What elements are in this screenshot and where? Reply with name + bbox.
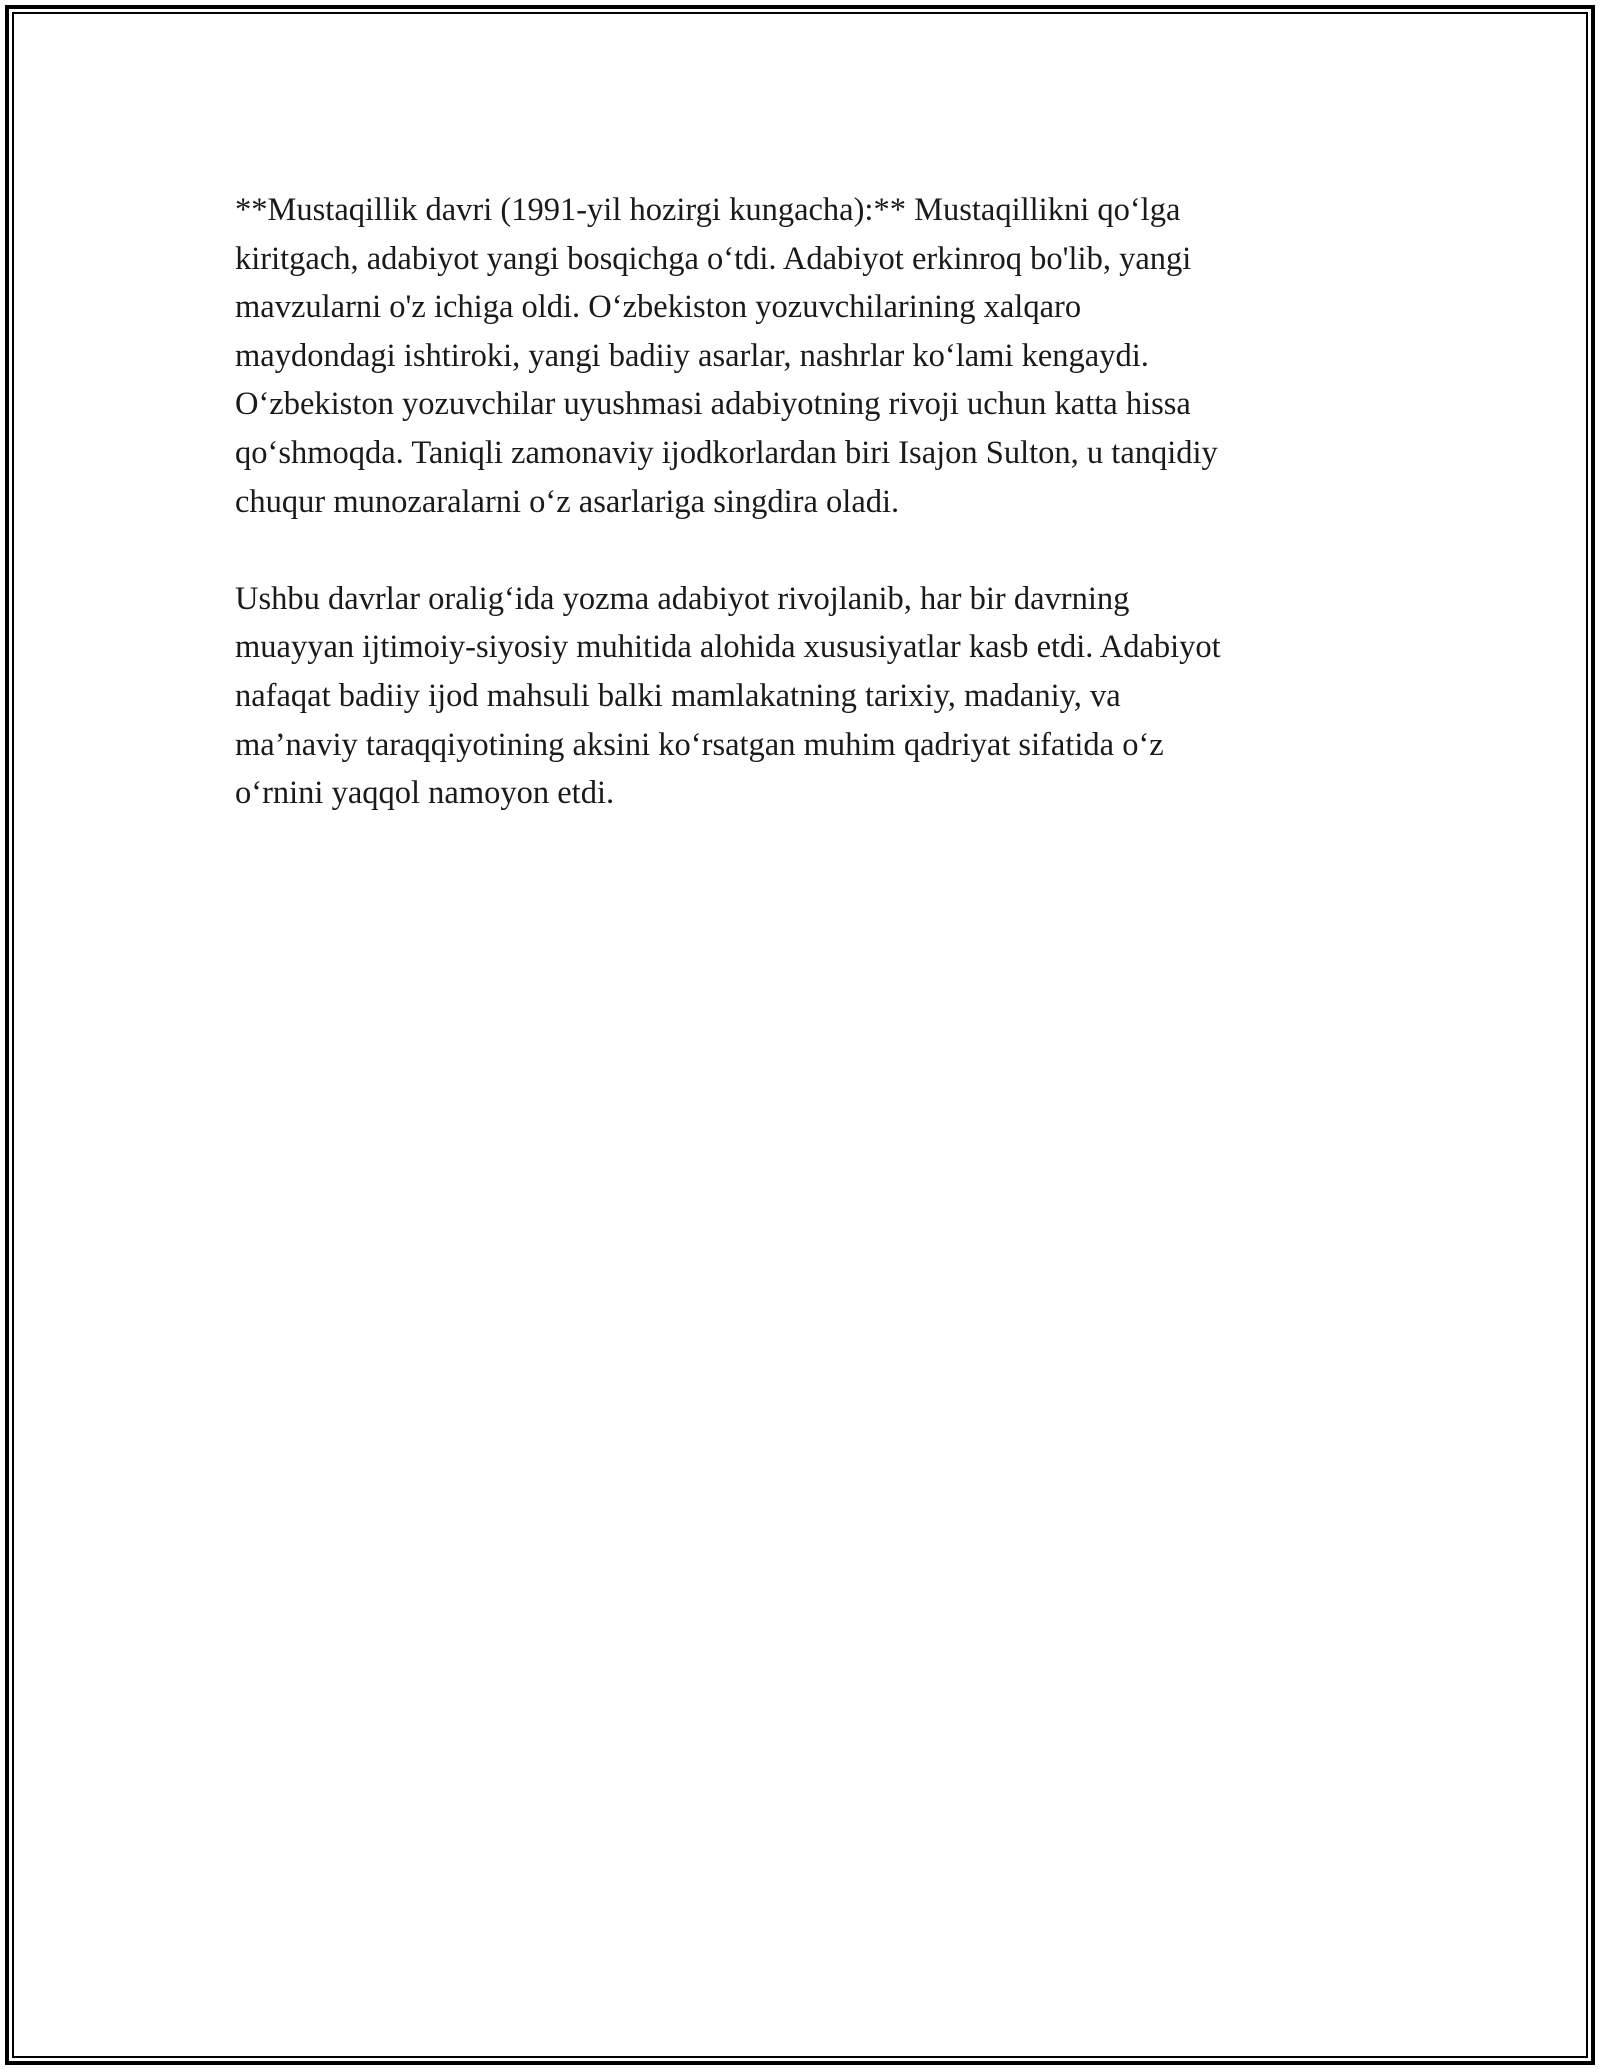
text-line: **Mustaqillik davri (1991-yil hozirgi kungacha):** Mustaqillikni qo‘lga <box>235 192 1181 228</box>
document-body <box>235 186 1365 866</box>
text-line: qo‘shmoqda. Taniqli zamonaviy ijodkorlardan biri Isajon Sulton, u tanqidiy <box>235 434 1218 471</box>
text-line: mavzularni o'z ichiga oldi. O‘zbekiston yozuvchilarining xalqaro <box>235 289 1082 326</box>
text-line: O‘zbekiston yozuvchilar uyushmasi adabiyotning rivoji uchun katta hissa <box>235 386 1191 423</box>
paragraph-conclusion <box>235 575 1365 818</box>
text-line: ma’naviy taraqqiyotining aksini ko‘rsatgan muhim qadriyat sifatida o‘z <box>235 726 1164 763</box>
text-line: Ushbu davrlar oralig‘ida yozma adabiyot rivojlanib, har bir davrning <box>235 580 1130 617</box>
paragraph-independence-period <box>235 186 1365 526</box>
text-line: muayyan ijtimoiy-siyosiy muhitida alohida xususiyatlar kasb etdi. Adabiyot <box>235 629 1221 666</box>
text-line: nafaqat badiiy ijod mahsuli balki mamlakatning tarixiy, madaniy, va <box>235 677 1121 714</box>
text-line: o‘rnini yaqqol namoyon etdi. <box>235 775 615 812</box>
text-line: kiritgach, adabiyot yangi bosqichga o‘tdi. Adabiyot erkinroq bo'lib, yangi <box>235 240 1192 277</box>
text-line: maydondagi ishtiroki, yangi badiiy asarlar, nashrlar ko‘lami kengaydi. <box>235 337 1149 374</box>
text-line: chuqur munozaralarni o‘z asarlariga singdira oladi. <box>235 483 900 520</box>
